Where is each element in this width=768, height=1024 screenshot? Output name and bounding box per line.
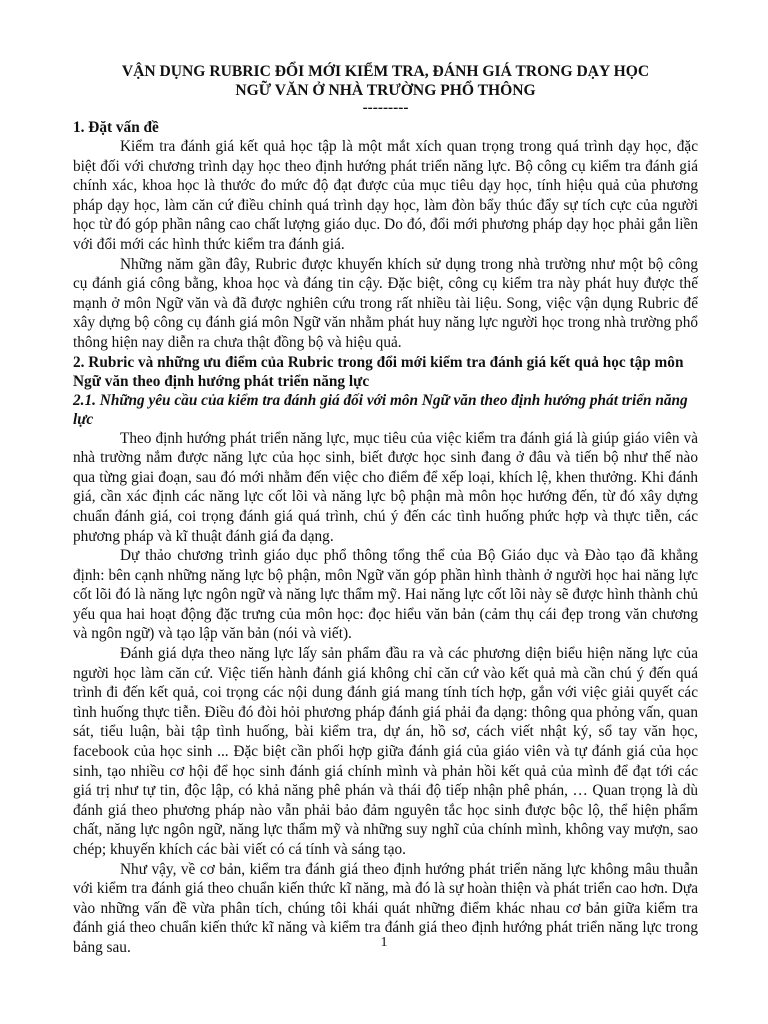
document-title — [73, 62, 698, 100]
section-2-1-heading: 2.1. Những yêu cầu của kiểm tra đánh giá đối với môn Ngữ văn theo định hướng phát triển năng lực — [73, 391, 688, 428]
section-1-heading: 1. Đặt vấn đề — [73, 119, 159, 136]
section-2-paragraph: Dự thảo chương trình giáo dục phổ thông tổng thể của Bộ Giáo dục và Đào tạo đã khẳng định: bên cạnh những năng lực bộ phận, môn Ngữ văn góp phần hình thành ở người học hai năng lực cốt lõi đó là năng lực ngôn ngữ và năng lực thẩm mỹ. Hai năng lực cốt lõi này sẽ được hình thành chủ yếu qua hai hoạt động đặc trưng của môn học: đọc hiểu văn bản (cảm thụ cái đẹp trong văn chương và ngôn ngữ) và tạo lập văn bản (nói và viết). — [73, 547, 698, 643]
section-1-paragraph: Kiểm tra đánh giá kết quả học tập là một mắt xích quan trọng trong quá trình dạy học, đặc biệt đối với chương trình dạy học theo định hướng phát triển năng lực. Bộ công cụ kiểm tra đánh giá chính xác, khoa học là thước đo mức độ đạt được của mục tiêu dạy học, tính hiệu quả của phương pháp dạy học, làm căn cứ điều chỉnh quá trình dạy học, làm đòn bẩy thúc đẩy sự tích cực của người học từ đó góp phần nâng cao chất lượng giáo dục. Do đó, đổi mới phương pháp dạy học phải gắn liền với đổi mới các hình thức kiểm tra đánh giá. — [73, 138, 698, 253]
section-2-paragraph: Như vậy, về cơ bản, kiểm tra đánh giá theo định hướng phát triển năng lực không mâu thuẫn với kiểm tra đánh giá theo chuẩn kiến thức kĩ năng, mà đó là sự hoàn thiện và phát triển cao hơn. Dựa vào những vấn đề vừa phân tích, chúng tôi khái quát những điểm khác nhau cơ bản giữa kiểm tra đánh giá theo chuẩn kiến thức kĩ năng và kiểm tra đánh giá theo định hướng phát triển năng lực trong bảng sau. — [73, 860, 698, 956]
document-page — [73, 62, 698, 958]
section-2-heading: 2. Rubric và những ưu điểm của Rubric trong đổi mới kiểm tra đánh giá kết quả học tập môn Ngữ văn theo định hướng phát triển năng lực — [73, 353, 684, 390]
title-line-2: NGỮ VĂN Ở NHÀ TRƯỜNG PHỔ THÔNG — [235, 82, 536, 99]
section-1-paragraph: Những năm gần đây, Rubric được khuyến khích sử dụng trong nhà trường như một bộ công cụ đánh giá công bằng, khoa học và đáng tin cậy. Đặc biệt, công cụ kiểm tra này phát huy được thế mạnh ở môn Ngữ văn và đã được nghiên cứu trong rất nhiều tài liệu. Song, việc vận dụng Rubric để xây dựng bộ công cụ đánh giá môn Ngữ văn nhằm phát huy năng lực người học trong nhà trường phổ thông hiện nay diễn ra chưa thật đồng bộ và hiệu quả. — [73, 255, 698, 351]
section-2-paragraph: Theo định hướng phát triển năng lực, mục tiêu của việc kiểm tra đánh giá là giúp giáo viên và nhà trường nắm được năng lực của học sinh, biết được học sinh đang ở đâu và tiến bộ như thế nào qua từng giai đoạn, sau đó mới nhằm đến việc cho điểm để xếp loại, khích lệ, khen thưởng. Khi đánh giá, cần xác định các năng lực cốt lõi và năng lực bộ phận mà môn học hướng đến, từ đó xây dựng chuẩn đánh giá, coi trọng đánh giá quá trình, chú ý đến các tình huống phức hợp và thực tiễn, các phương pháp và kĩ thuật đánh giá đa dạng. — [73, 429, 698, 545]
section-2-paragraph: Đánh giá dựa theo năng lực lấy sản phẩm đầu ra và các phương diện biểu hiện năng lực của người học làm căn cứ. Việc tiến hành đánh giá không chỉ căn cứ vào kết quả mà cần chú ý đến quá trình đi đến kết quả, coi trọng các nội dung đánh giá mang tính tích hợp, gắn với việc giải quyết các tình huống thực tiễn. Điều đó đòi hỏi phương pháp đánh giá phải đa dạng: thông qua phỏng vấn, quan sát, tiểu luận, bài tập tình huống, bài kiểm tra, dự án, hồ sơ, cách viết nhật ký, sổ tay văn học, facebook của học sinh ... Đặc biệt cần phối hợp giữa đánh giá của giáo viên và tự đánh giá của học sinh, tạo nhiều cơ hội để học sinh đánh giá chính mình và phản hồi kết quả của mình để đạt tới các giá trị như tự tin, độc lập, có khả năng phê phán và thái độ tiếp nhận phê phán, … Quan trọng là dù đánh giá theo phương pháp nào vẫn phải bảo đảm nguyên tắc học sinh được bộc lộ, thể hiện phẩm chất, năng lực ngôn ngữ, năng lực thẩm mỹ và những suy nghĩ của chính mình, không vay mượn, sao chép; khuyến khích các bài viết có cá tính và sáng tạo. — [73, 645, 698, 858]
page-number: 1 — [380, 935, 388, 950]
title-divider: --------- — [362, 99, 409, 116]
title-line-1: VẬN DỤNG RUBRIC ĐỔI MỚI KIỂM TRA, ĐÁNH GIÁ TRONG DẠY HỌC — [121, 63, 650, 80]
